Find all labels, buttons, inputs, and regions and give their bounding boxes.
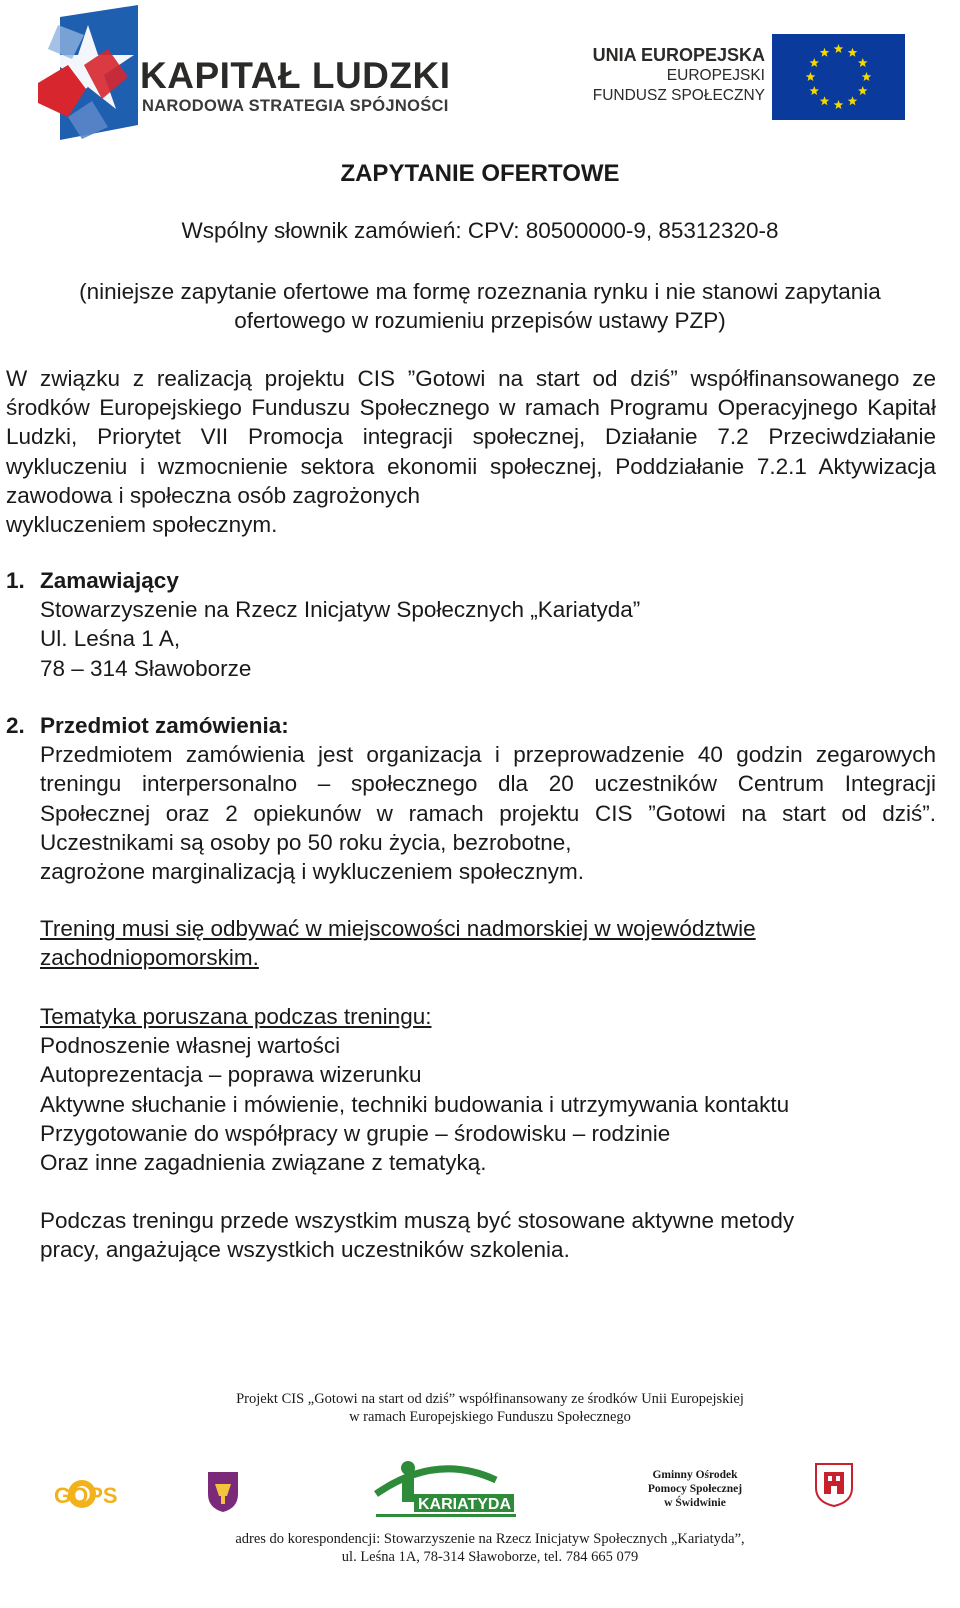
intro-note-line1: (niniejsze zapytanie ofertowe ma formę rozeznania rynku i nie stanowi zapytania — [79, 279, 881, 304]
location-requirement — [40, 914, 936, 972]
training-methods — [40, 1206, 936, 1264]
methods-text: Podczas treningu przede wszystkim muszą być stosowane aktywne metody — [40, 1208, 795, 1233]
section2-number: 2. — [6, 713, 25, 738]
section2-heading: Przedmiot zamówienia: — [40, 713, 289, 738]
intro-note — [0, 277, 960, 335]
topic-item: Oraz inne zagadnienia związane z tematyką. — [40, 1150, 487, 1176]
eu-logo-text — [590, 44, 765, 106]
eu-logo — [590, 34, 920, 124]
footer-project-line2: w ramach Europejskiego Funduszu Społecznego — [349, 1409, 631, 1425]
coat-of-arms-icon — [206, 1470, 240, 1514]
kapital-ludzki-subtitle: NARODOWA STRATEGIA SPÓJNOŚCI — [142, 97, 449, 115]
gops-logo-icon — [52, 1470, 140, 1516]
order-subject-text: Przedmiotem zamówienia jest organizacja i przeprowadzenie 40 godzin zegarowych treningu interpersonalno – społecznego dla 20 uczestników Centrum Integracji Społecznej oraz 2 opiekunów w ramach projektu CIS ”Gotowi na start od dziś”. Uczestnikami są osoby po 50 roku życia, bezrobotne, — [40, 742, 936, 855]
gops-name-line1: Gminny Ośrodek — [652, 1469, 738, 1481]
eu-line3: FUNDUSZ SPOŁECZNY — [592, 87, 765, 104]
gops-name-line2: Pomocy Społecznej — [647, 1483, 743, 1495]
project-paragraph-last-line: wykluczeniem społecznym. — [6, 512, 278, 538]
footer-logos — [0, 1450, 960, 1530]
swidwin-coat-of-arms-icon — [814, 1462, 854, 1508]
footer-project-info — [0, 1390, 960, 1426]
topic-item: Przygotowanie do współpracy w grupie – środowisku – rodzinie — [40, 1120, 671, 1146]
cpv-line: Wspólny słownik zamówień: CPV: 80500000-9, 85312320-8 — [181, 218, 779, 243]
eu-line1: UNIA EUROPEJSKA — [592, 45, 765, 65]
training-topics — [40, 1002, 936, 1177]
contracting-authority-city: 78 – 314 Sławoborze — [40, 655, 252, 681]
section-contracting-authority — [40, 566, 936, 683]
gops-name-line3: w Świdwinie — [664, 1497, 726, 1509]
contracting-authority-street: Ul. Leśna 1 A, — [40, 626, 181, 652]
topic-item: Aktywne słuchanie i mówienie, techniki budowania i utrzymywania kontaktu — [40, 1091, 790, 1117]
topics-heading: Tematyka poruszana podczas treningu: — [40, 1004, 432, 1029]
section-order-subject — [40, 711, 936, 886]
eu-flag-icon — [772, 34, 905, 120]
document-title: ZAPYTANIE OFERTOWE — [340, 160, 620, 187]
footer-address — [0, 1530, 960, 1566]
gops-swidwin-name — [630, 1468, 760, 1510]
methods-last-line: pracy, angażujące wszystkich uczestników szkolenia. — [40, 1237, 570, 1263]
kariatyda-logo-text: KARIATYDA — [418, 1496, 512, 1513]
kapital-ludzki-logo — [30, 5, 460, 145]
kariatyda-logo-icon — [366, 1450, 526, 1522]
project-paragraph-text: W związku z realizacją projektu CIS ”Gotowi na start od dziś” współfinansowanego ze środków Europejskiego Funduszu Społecznego w ramach Programu Operacyjnego Kapitał Ludzki, Priorytet VII Promocja integracji społecznej, Działanie 7.2 Przeciwdziałanie wykluczeniu i wzmocnienie sektora ekonomii społecznej, Poddziałanie 7.2.1 Aktywizacja zawodowa i społeczna osób zagrożonych — [6, 366, 936, 508]
gops-logo-text: GOPS — [54, 1483, 118, 1508]
footer-address-line2: ul. Leśna 1A, 78-314 Sławoborze, tel. 784 665 079 — [341, 1549, 639, 1565]
intro-note-line2: ofertowego w rozumieniu przepisów ustawy PZP) — [234, 308, 726, 333]
location-requirement-text: Trening musi się odbywać w miejscowości nadmorskiej w województwie — [40, 916, 756, 941]
topic-item: Podnoszenie własnej wartości — [40, 1033, 341, 1059]
footer-project-line1: Projekt CIS „Gotowi na start od dziś” współfinansowany ze środków Unii Europejskiej — [236, 1391, 744, 1407]
project-paragraph — [6, 364, 936, 539]
section1-heading: Zamawiający — [40, 568, 179, 593]
footer-address-line1: adres do korespondencji: Stowarzyszenie na Rzecz Inicjatyw Społecznych „Kariatyda”, — [235, 1531, 745, 1547]
section1-number: 1. — [6, 568, 25, 593]
topic-item: Autoprezentacja – poprawa wizerunku — [40, 1062, 422, 1088]
kapital-ludzki-emblem-icon — [38, 5, 138, 145]
order-subject-last-line: zagrożone marginalizacją i wykluczeniem społecznym. — [40, 859, 584, 885]
kapital-ludzki-title: KAPITAŁ LUDZKI — [140, 55, 451, 96]
location-requirement-last-line: zachodniopomorskim. — [40, 945, 259, 971]
contracting-authority-name: Stowarzyszenie na Rzecz Inicjatyw Społecznych „Kariatyda” — [40, 597, 641, 623]
eu-line2: EUROPEJSKI — [666, 67, 765, 84]
